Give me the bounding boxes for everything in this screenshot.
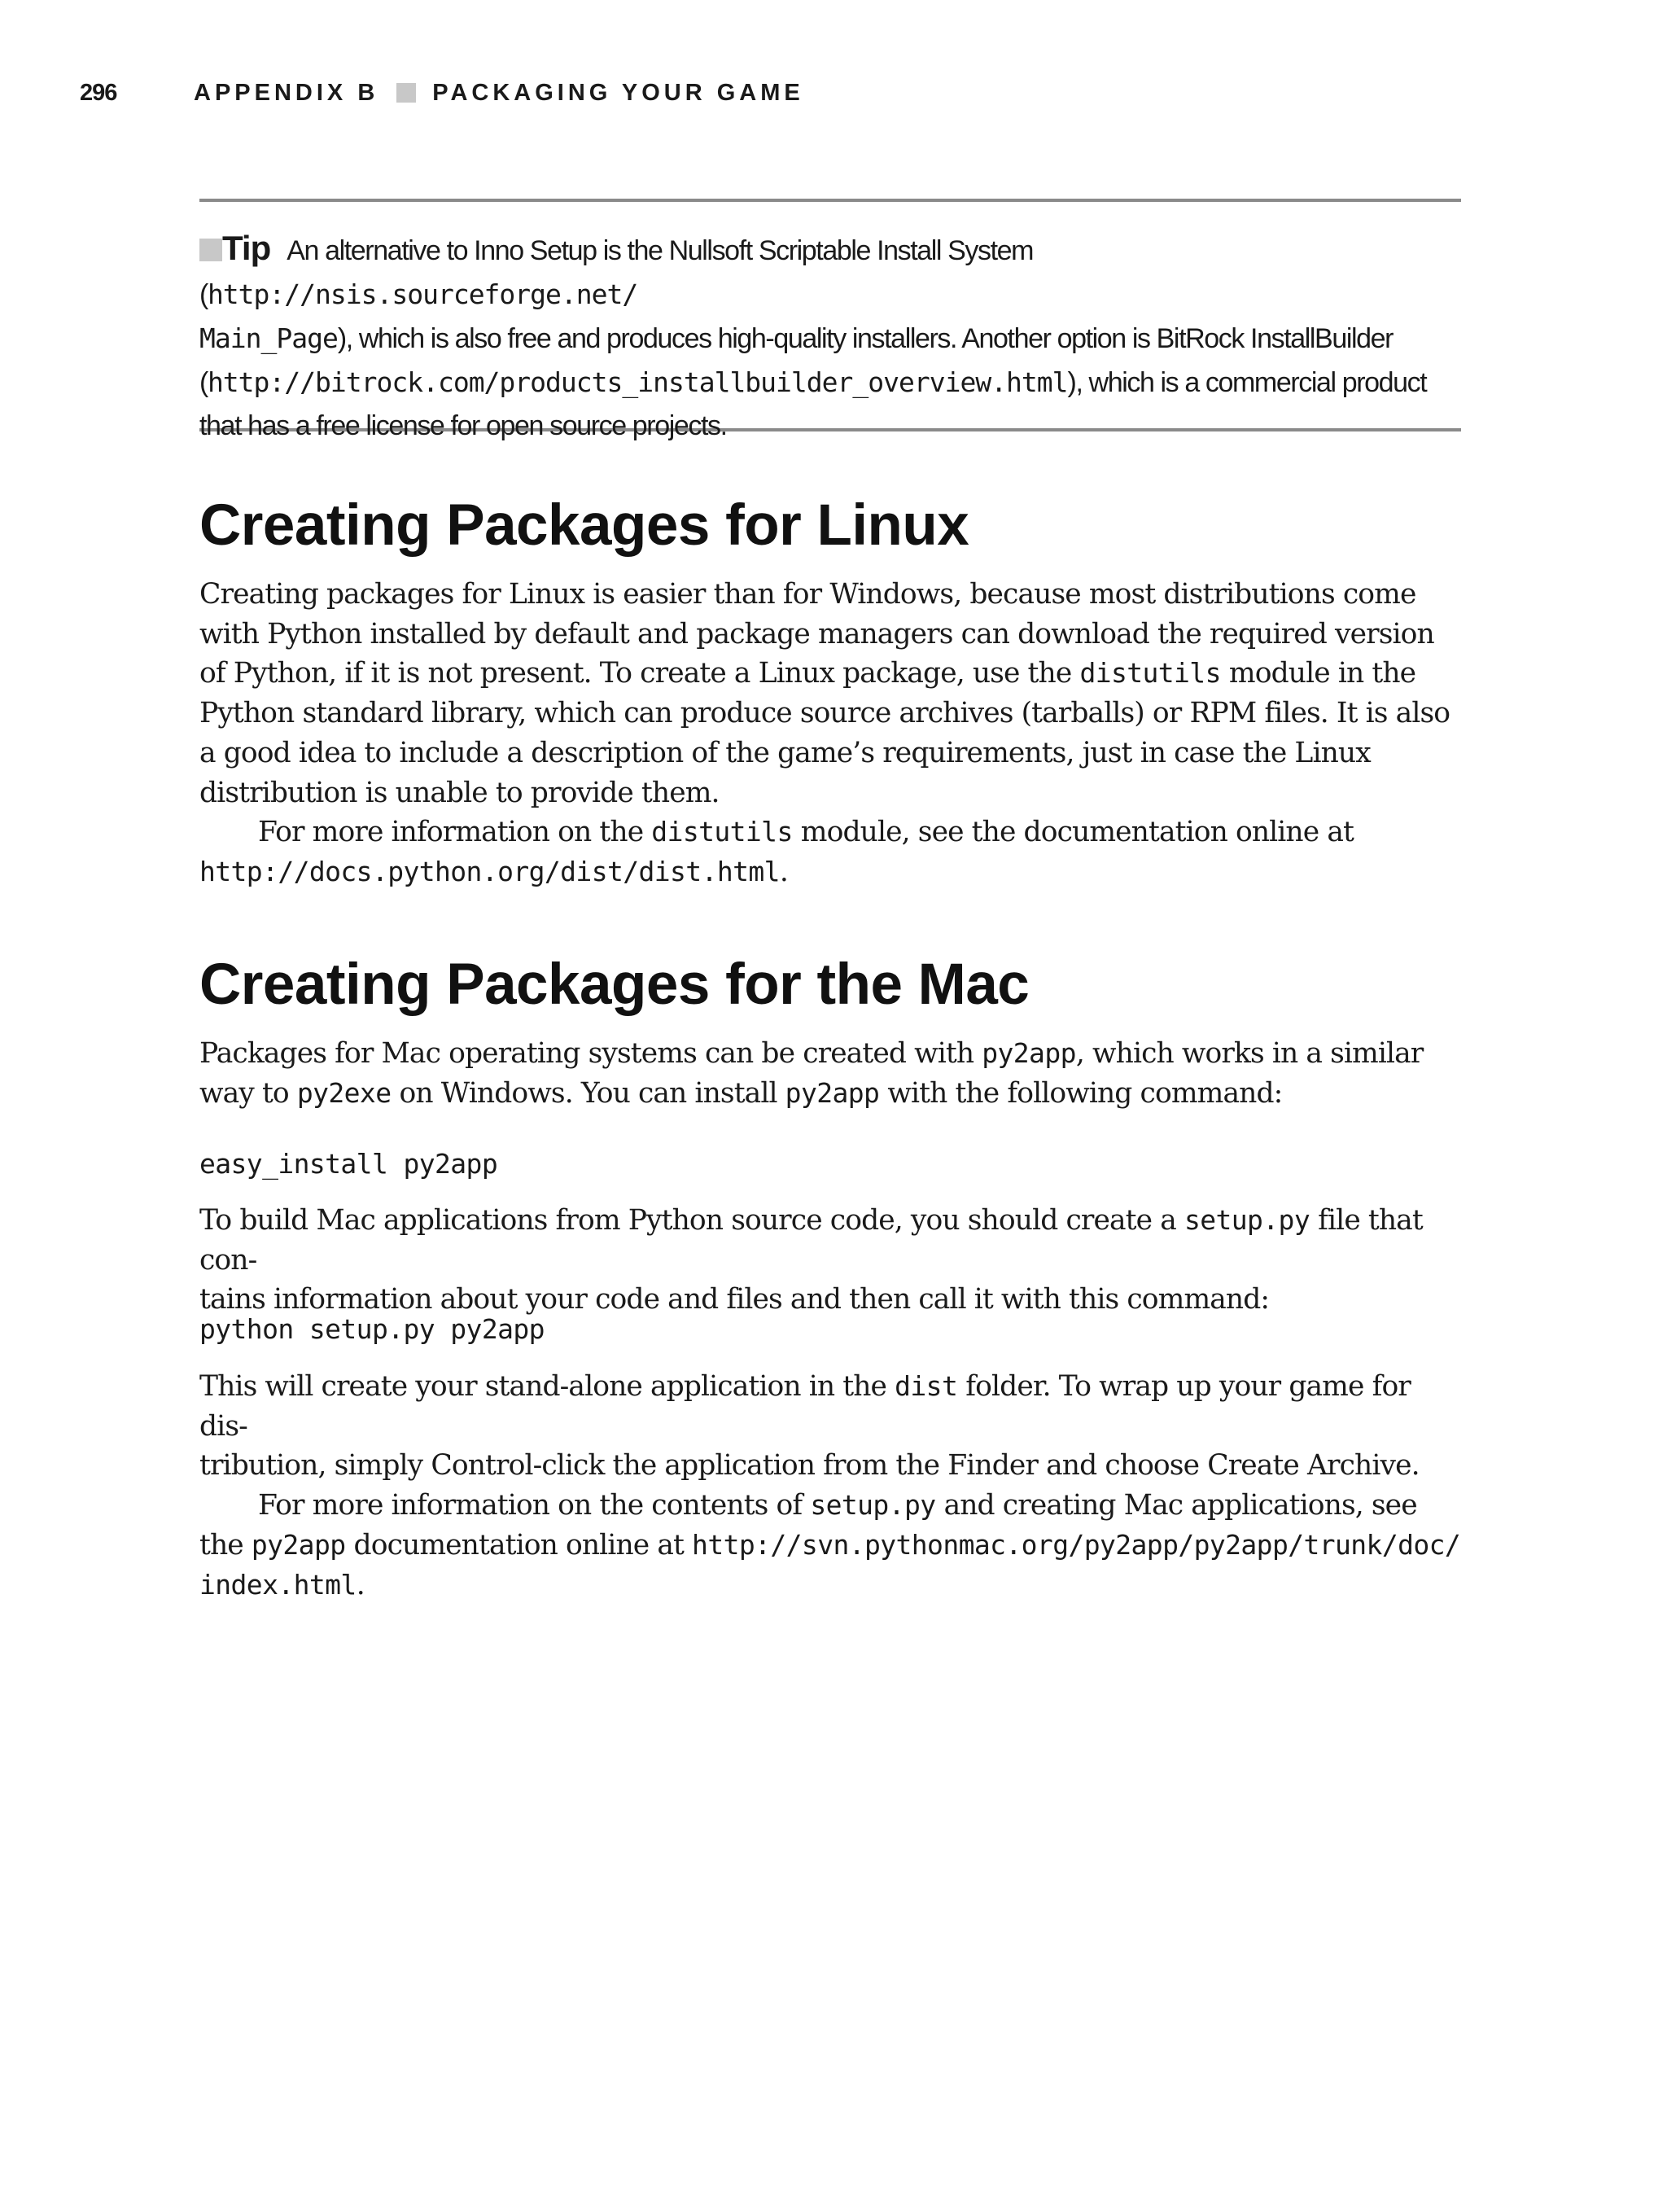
linux-section (199, 493, 1461, 558)
mac-paragraph-1 (199, 1034, 1461, 1113)
appendix-label: APPENDIX B (194, 80, 379, 106)
tip-text: ), which is also free and produces high-quality installers. Another option is BitRock InstallBuilder ( (199, 323, 1394, 398)
tip-url-nsis[interactable]: http://nsis.sourceforge.net/ (207, 278, 638, 310)
mac-section (199, 953, 1461, 1018)
mac-p3-text: This will create your stand-alone application in the (199, 1370, 895, 1403)
page-number: 296 (80, 80, 117, 106)
tip-paragraph (199, 226, 1461, 448)
linux-paragraph-2-url-line (199, 852, 1461, 892)
linux-p2-text: For more information on the (258, 816, 652, 849)
running-head (80, 78, 804, 107)
mac-paragraph-3 (199, 1367, 1461, 1446)
distutils-code: distutils (651, 816, 793, 848)
dist-code: dist (895, 1370, 958, 1402)
mac-paragraph-2-line-2: tains information about your code and files and then call it with this command: (199, 1283, 1270, 1316)
tip-box (199, 199, 1461, 441)
mac-heading: Creating Packages for the Mac (199, 953, 1030, 1017)
distutils-code: distutils (1079, 657, 1221, 690)
py2app-docs-url-continued[interactable]: index.html (199, 1568, 357, 1601)
linux-paragraph-1 (199, 575, 1461, 813)
easy-install-command: easy_install py2app (199, 1148, 498, 1180)
mac-p1-text: , which works in a similar way to (199, 1037, 1424, 1110)
mac-p1-text: on Windows. You can install (391, 1076, 785, 1110)
setup-py-code: setup.py (1184, 1204, 1310, 1236)
mac-p2-text: To build Mac applications from Python source code, you should create a (199, 1204, 1184, 1237)
linux-p2-text: . (779, 855, 788, 888)
mac-p4-text: and creating Mac applications, see (935, 1489, 1417, 1522)
linux-body (199, 575, 1461, 892)
mac-p4-text: documentation online at (345, 1528, 693, 1562)
py2exe-code: py2exe (296, 1076, 392, 1109)
mac-p4-text: the (199, 1528, 252, 1562)
py2app-code: py2app (982, 1037, 1076, 1069)
py2app-code: py2app (785, 1076, 880, 1109)
linux-paragraph-2 (199, 813, 1461, 852)
mac-paragraph-3-line-2: tribution, simply Control-click the application from the Finder and choose Create Archive. (199, 1449, 1420, 1483)
linux-heading: Creating Packages for Linux (199, 493, 969, 558)
mac-p2-text: file that con- (199, 1204, 1423, 1277)
mac-p1-text: Packages for Mac operating systems can be created with (199, 1037, 982, 1070)
mac-p4-text: . (356, 1568, 365, 1601)
py2app-code: py2app (251, 1528, 346, 1561)
tip-url-nsis-continued[interactable]: Main_Page (199, 322, 338, 354)
chapter-title: PACKAGING YOUR GAME (432, 80, 804, 106)
mac-paragraph-4-line-2 (199, 1526, 1461, 1566)
tip-label: Tip (222, 229, 271, 267)
tip-url-bitrock[interactable]: http://bitrock.com/products_installbuilder_overview.html (207, 366, 1068, 398)
mac-body-2 (199, 1201, 1461, 1320)
mac-body-3 (199, 1367, 1461, 1605)
py2app-build-command: python setup.py py2app (199, 1313, 545, 1345)
mac-paragraph-2 (199, 1201, 1461, 1280)
tip-text: ), which is a commercial product that has a free license for open source projects. (199, 367, 1427, 441)
mac-p1-text: with the following command: (879, 1076, 1283, 1110)
mac-paragraph-4 (199, 1486, 1461, 1526)
code-block-2 (199, 1313, 1461, 1346)
mac-p3-text: folder. To wrap up your game for dis- (199, 1370, 1411, 1443)
linux-p2-text: module, see the documentation online at (792, 816, 1354, 849)
mac-body (199, 1034, 1461, 1113)
setup-py-code: setup.py (810, 1489, 936, 1522)
py2app-docs-url[interactable]: http://svn.pythonmac.org/py2app/py2app/trunk/doc/ (692, 1528, 1461, 1561)
linux-p1-text: Creating packages for Linux is easier than for Windows, because most distributions come with Python installed by default and package managers can download the required version of Python, if it is not present. To create a Linux package, use the (199, 578, 1434, 690)
header-square-icon (396, 83, 416, 103)
mac-paragraph-4-line-3 (199, 1566, 1461, 1605)
linux-p1-text: module in the Python standard library, which can produce source archives (tarballs) or RPM files. It is also a good idea to include a description of the game’s requirements, just in case the Linux distribution is unable to provide them. (199, 657, 1450, 809)
mac-p4-text: For more information on the contents of (258, 1489, 811, 1522)
tip-text: An alternative to Inno Setup is the Nullsoft Scriptable Install System ( (199, 235, 1034, 310)
python-docs-url[interactable]: http://docs.python.org/dist/dist.html (199, 855, 780, 887)
code-block-1 (199, 1148, 1461, 1180)
tip-square-icon (199, 239, 222, 261)
